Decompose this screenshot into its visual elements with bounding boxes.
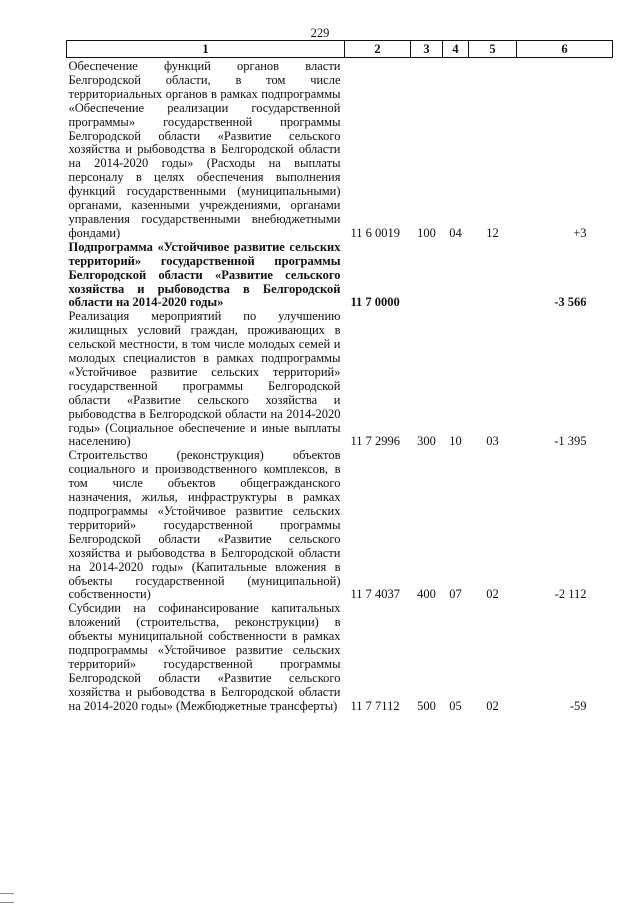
table-row	[67, 310, 613, 449]
amount: -59	[569, 698, 587, 713]
section-code: 04	[449, 225, 462, 240]
expense-description: Реализация мероприятий по улучшению жилищных условий граждан, проживающих в сельской местности, в том числе молодых семей и молодых специалистов в рамках подпрограммы «Устойчивое развитие сельских территорий» государственной программы Белгородской области «Развитие сельского хозяйства и рыбоводства в Белгородской области на 2014-2020 годы» (Социальное обеспечение и иные выплаты населению)	[68, 309, 341, 449]
expense-type-code: 300	[417, 434, 436, 449]
column-header-5: 5	[469, 41, 517, 58]
expense-type-code: 500	[417, 698, 436, 713]
subsection-code: 02	[486, 698, 499, 713]
column-header-2: 2	[345, 41, 411, 58]
amount: +3	[573, 225, 587, 240]
target-article-code: 11 6 0019	[350, 225, 401, 240]
section-code: 07	[449, 587, 462, 602]
expense-description: Подпрограмма «Устойчивое развитие сельских территорий» государственной программы Белгородской области «Развитие сельского хозяйства и рыбоводства в Белгородской области на 2014-2020 годы»	[68, 239, 341, 310]
expense-description: Субсидии на софинансирование капитальных вложений (строительства, реконструкции) в объекты муниципальной собственности в рамках подпрограммы «Устойчивое развитие сельских территорий» государственной программы Белгородской области «Развитие сельского хозяйства и рыбоводства в Белгородской области на 2014-2020 годы» (Межбюджетные трансферты)	[68, 601, 341, 713]
section-code: 10	[449, 434, 462, 449]
table-row	[67, 58, 613, 241]
page-number: 229	[310, 26, 330, 40]
expense-type-code: 100	[417, 225, 436, 240]
column-header-6: 6	[517, 41, 613, 58]
table-row	[67, 449, 613, 602]
target-article-code: 11 7 0000	[350, 295, 400, 310]
target-article-code: 11 7 7112	[350, 698, 400, 713]
target-article-code: 11 7 2996	[350, 434, 401, 449]
section-code: 05	[449, 698, 462, 713]
subsection-code: 02	[486, 587, 499, 602]
target-article-code: 11 7 4037	[350, 587, 401, 602]
subsection-code: 03	[486, 434, 499, 449]
scan-edge-mark	[0, 902, 14, 903]
table-row	[67, 602, 613, 713]
expense-type-code: 400	[417, 587, 436, 602]
expense-description: Обеспечение функций органов власти Белгородской области, в том числе территориальных органов в рамках подпрограммы «Обеспечение реализации государственной программы» государственной программы Белгородской области «Развитие сельского хозяйства и рыбоводства в Белгородской области на 2014-2020 годы» (Расходы на выплаты персоналу в целях обеспечения выполнения функций государственными (муниципальными) органами, казенными учреждениями, органами управления государственными внебюджетными фондами)	[68, 59, 341, 240]
section-code	[443, 241, 469, 311]
column-header-4: 4	[443, 41, 469, 58]
amount: -1 395	[554, 434, 587, 449]
budget-table	[66, 40, 613, 714]
column-header-3: 3	[411, 41, 443, 58]
table-row	[67, 241, 613, 311]
subsection-code	[469, 241, 517, 311]
expense-description: Строительство (реконструкция) объектов социального и производственного комплексов, в том числе объектов общегражданского назначения, жилья, инфраструктуры в рамках подпрограммы «Устойчивое развитие сельских территорий» государственной программы Белгородской области «Развитие сельского хозяйства и рыбоводства в Белгородской области на 2014-2020 годы» (Капитальные вложения в объекты государственной (муниципальной) собственности)	[68, 448, 341, 602]
amount: -2 112	[554, 587, 587, 602]
header-row	[67, 41, 613, 58]
expense-type-code	[411, 241, 443, 311]
amount: -3 566	[554, 295, 587, 310]
column-header-1: 1	[67, 41, 345, 58]
subsection-code: 12	[486, 225, 499, 240]
scan-edge-mark	[0, 893, 14, 894]
